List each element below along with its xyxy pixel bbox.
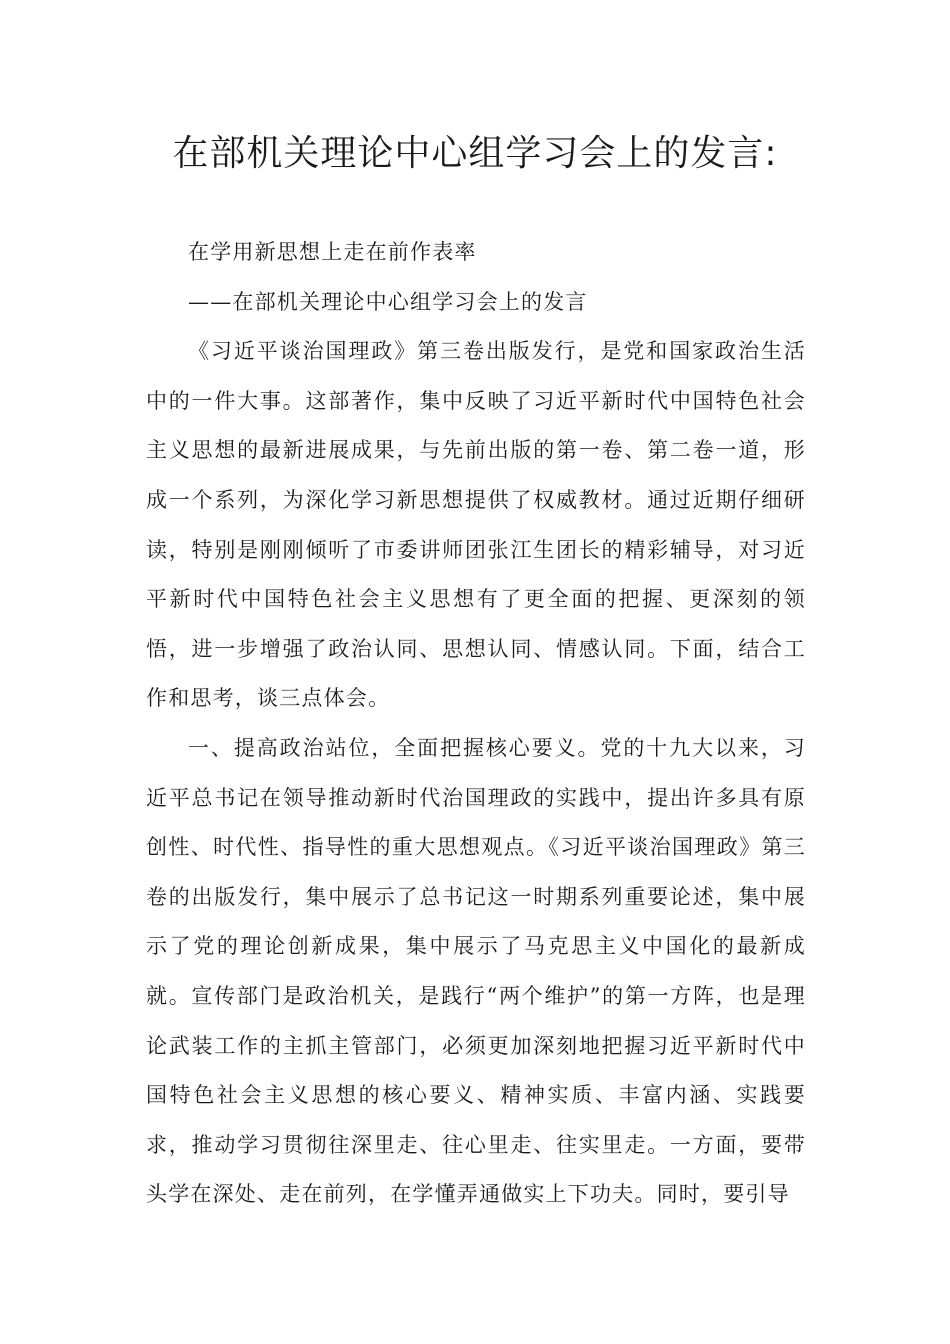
document-byline: ——在部机关理论中心组学习会上的发言 [188, 289, 588, 314]
paragraph-1: 《习近平谈治国理政》第三卷出版发行，是党和国家政治生活中的一件大事。这部著作，集中反映了习近平新时代中国特色社会主义思想的最新进展成果，与先前出版的第一卷、第二卷一道，形成一个系列，为深化学习新思想提供了权威教材。通过近期仔细研读，特别是刚刚倾听了市委讲师团张江生团长的精彩辅导，对习近平新时代中国特色社会主义思想有了更全面的把握、更深刻的领悟，进一步增强了政治认同、思想认同、情感认同。下面，结合工作和思考，谈三点体会。 [146, 339, 806, 711]
document-title: 在部机关理论中心组学习会上的发言: [172, 133, 778, 174]
document-subtitle: 在学用新思想上走在前作表率 [188, 240, 477, 264]
document-body [146, 228, 806, 1220]
paragraph-2: 一、提高政治站位，全面把握核心要义。党的十九大以来，习近平总书记在领导推动新时代治国理政的实践中，提出许多具有原创性、时代性、指导性的重大思想观点。《习近平谈治国理政》第三卷的出版发行，集中展示了总书记这一时期系列重要论述，集中展示了党的理论创新成果，集中展示了马克思主义中国化的最新成就。宣传部门是政治机关，是践行“两个维护”的第一方阵，也是理论武装工作的主抓主管部门，必须更加深刻地把握习近平新时代中国特色社会主义思想的核心要义、精神实质、丰富内涵、实践要求，推动学习贯彻往深里走、往心里走、往实里走。一方面，要带头学在深处、走在前列，在学懂弄通做实上下功夫。同时，要引导 [146, 735, 806, 1207]
